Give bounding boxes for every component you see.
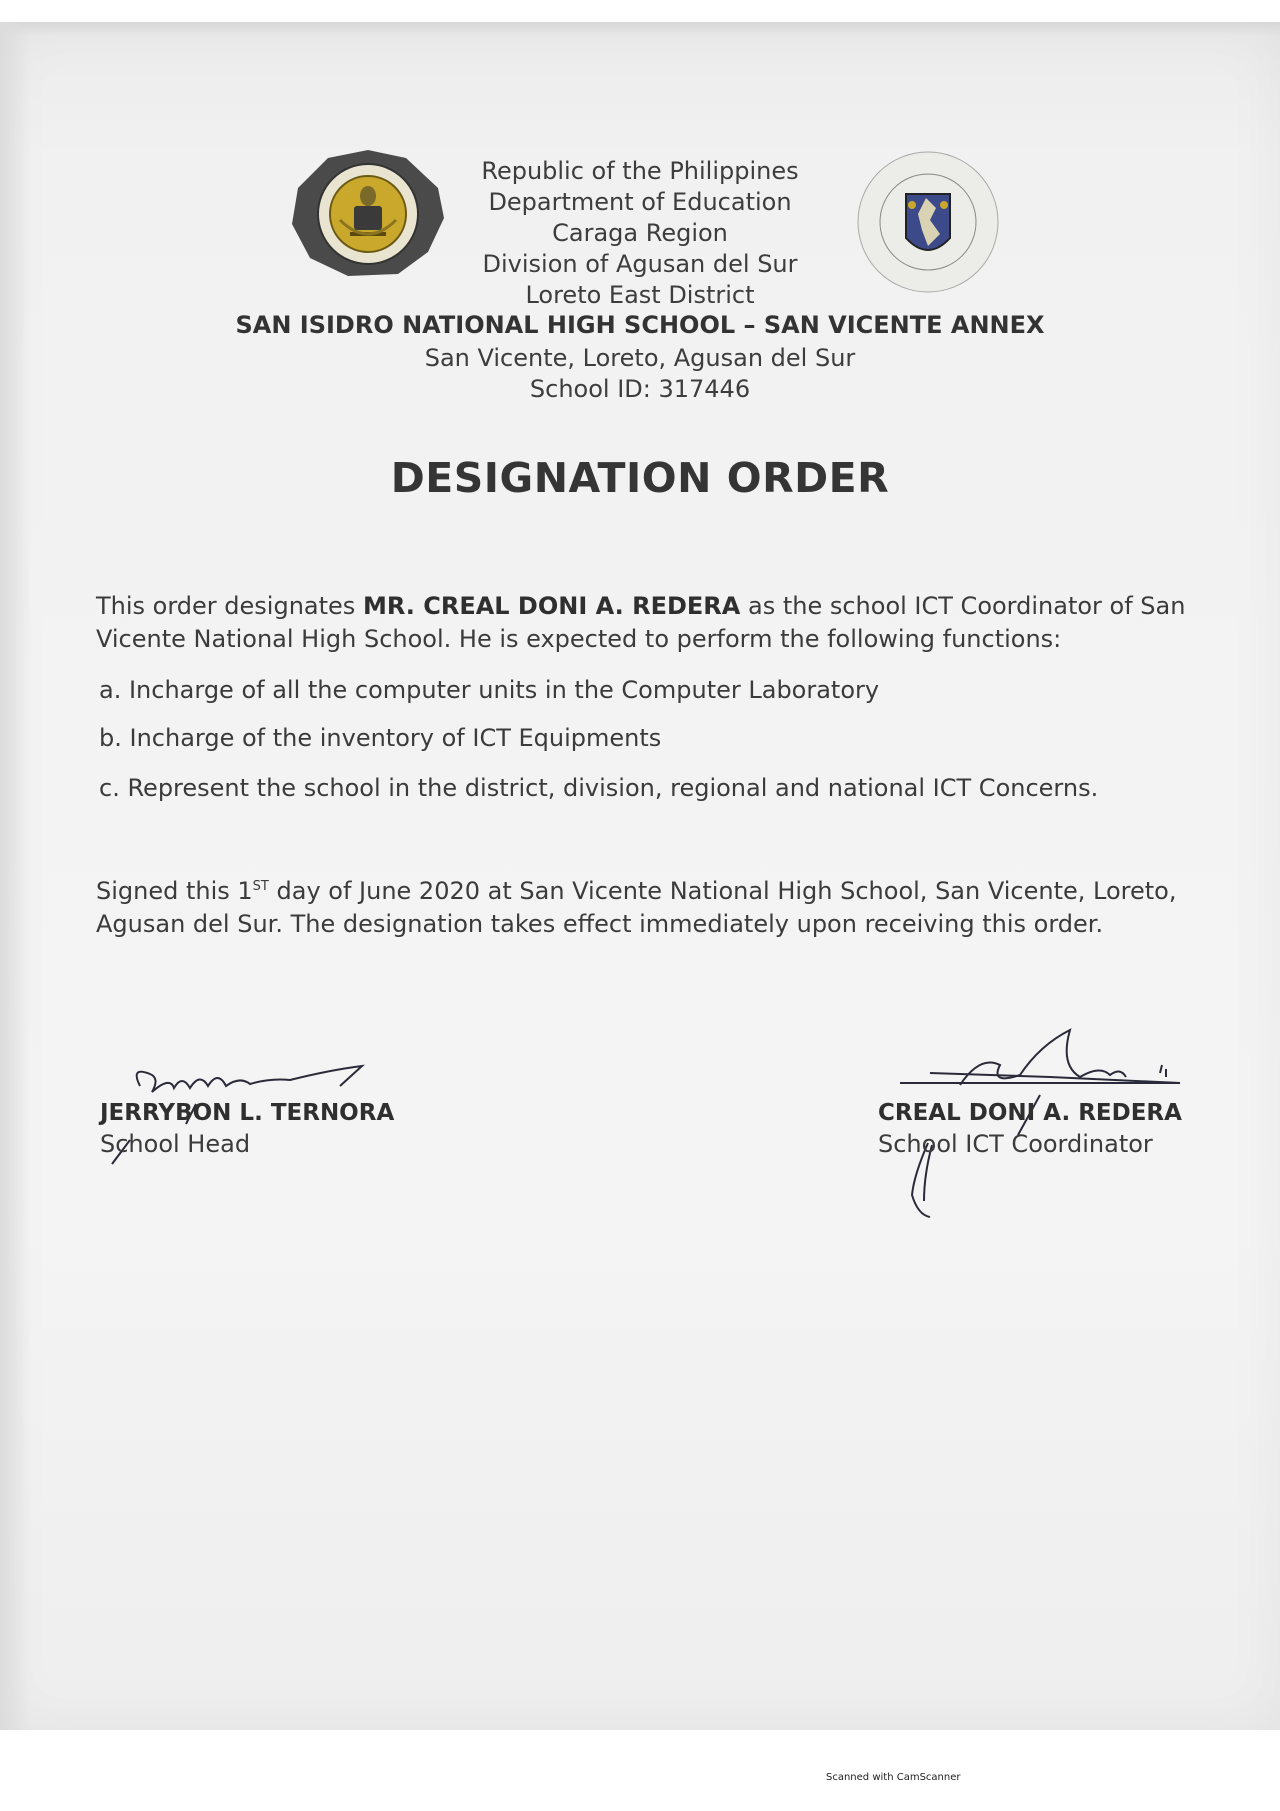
signatory-role: School Head xyxy=(100,1130,251,1158)
ict-coordinator-signatory xyxy=(878,1100,1182,1158)
function-item: c. Represent the school in the district, division, regional and national ICT Concerns. xyxy=(99,774,1099,802)
school-head-signatory xyxy=(100,1100,394,1158)
signatory-name: CREAL DONI A. REDERA xyxy=(878,1100,1182,1126)
function-item: a. Incharge of all the computer units in the Computer Laboratory xyxy=(99,676,880,704)
ordinal-suffix: ST xyxy=(252,879,269,894)
header-line-division: Division of Agusan del Sur xyxy=(482,250,798,278)
designation-paragraph xyxy=(96,590,1186,656)
function-item: b. Incharge of the inventory of ICT Equipments xyxy=(99,724,662,752)
signatory-role: School ICT Coordinator xyxy=(878,1130,1153,1158)
signatory-name: JERRYBON L. TERNORA xyxy=(100,1100,395,1126)
school-name: SAN ISIDRO NATIONAL HIGH SCHOOL – SAN VICENTE ANNEX xyxy=(235,311,1045,339)
header-line-region: Caraga Region xyxy=(552,219,728,247)
header-line-republic: Republic of the Philippines xyxy=(481,157,799,185)
signing-suffix: day of June 2020 at San Vicente National High School, San Vicente, Loreto, Agusan del Sur. The designation takes effect immediately upon receiving this order. xyxy=(96,877,1177,938)
signing-prefix: Signed this 1 xyxy=(96,877,253,905)
designee-name: MR. CREAL DONI A. REDERA xyxy=(362,592,741,620)
header-line-department: Department of Education xyxy=(488,188,792,216)
signing-paragraph xyxy=(96,870,1186,941)
school-address: San Vicente, Loreto, Agusan del Sur xyxy=(424,344,856,372)
paragraph-prefix: This order designates xyxy=(96,592,363,620)
paragraph-suffix: as the school ICT Coordinator of San Vicente National High School. He is expected to perform the following functions: xyxy=(96,592,1186,653)
scanner-watermark: Scanned with CamScanner xyxy=(826,1772,961,1783)
header-line-district: Loreto East District xyxy=(525,281,755,309)
document-title: DESIGNATION ORDER xyxy=(390,454,890,502)
school-id: School ID: 317446 xyxy=(529,375,751,403)
